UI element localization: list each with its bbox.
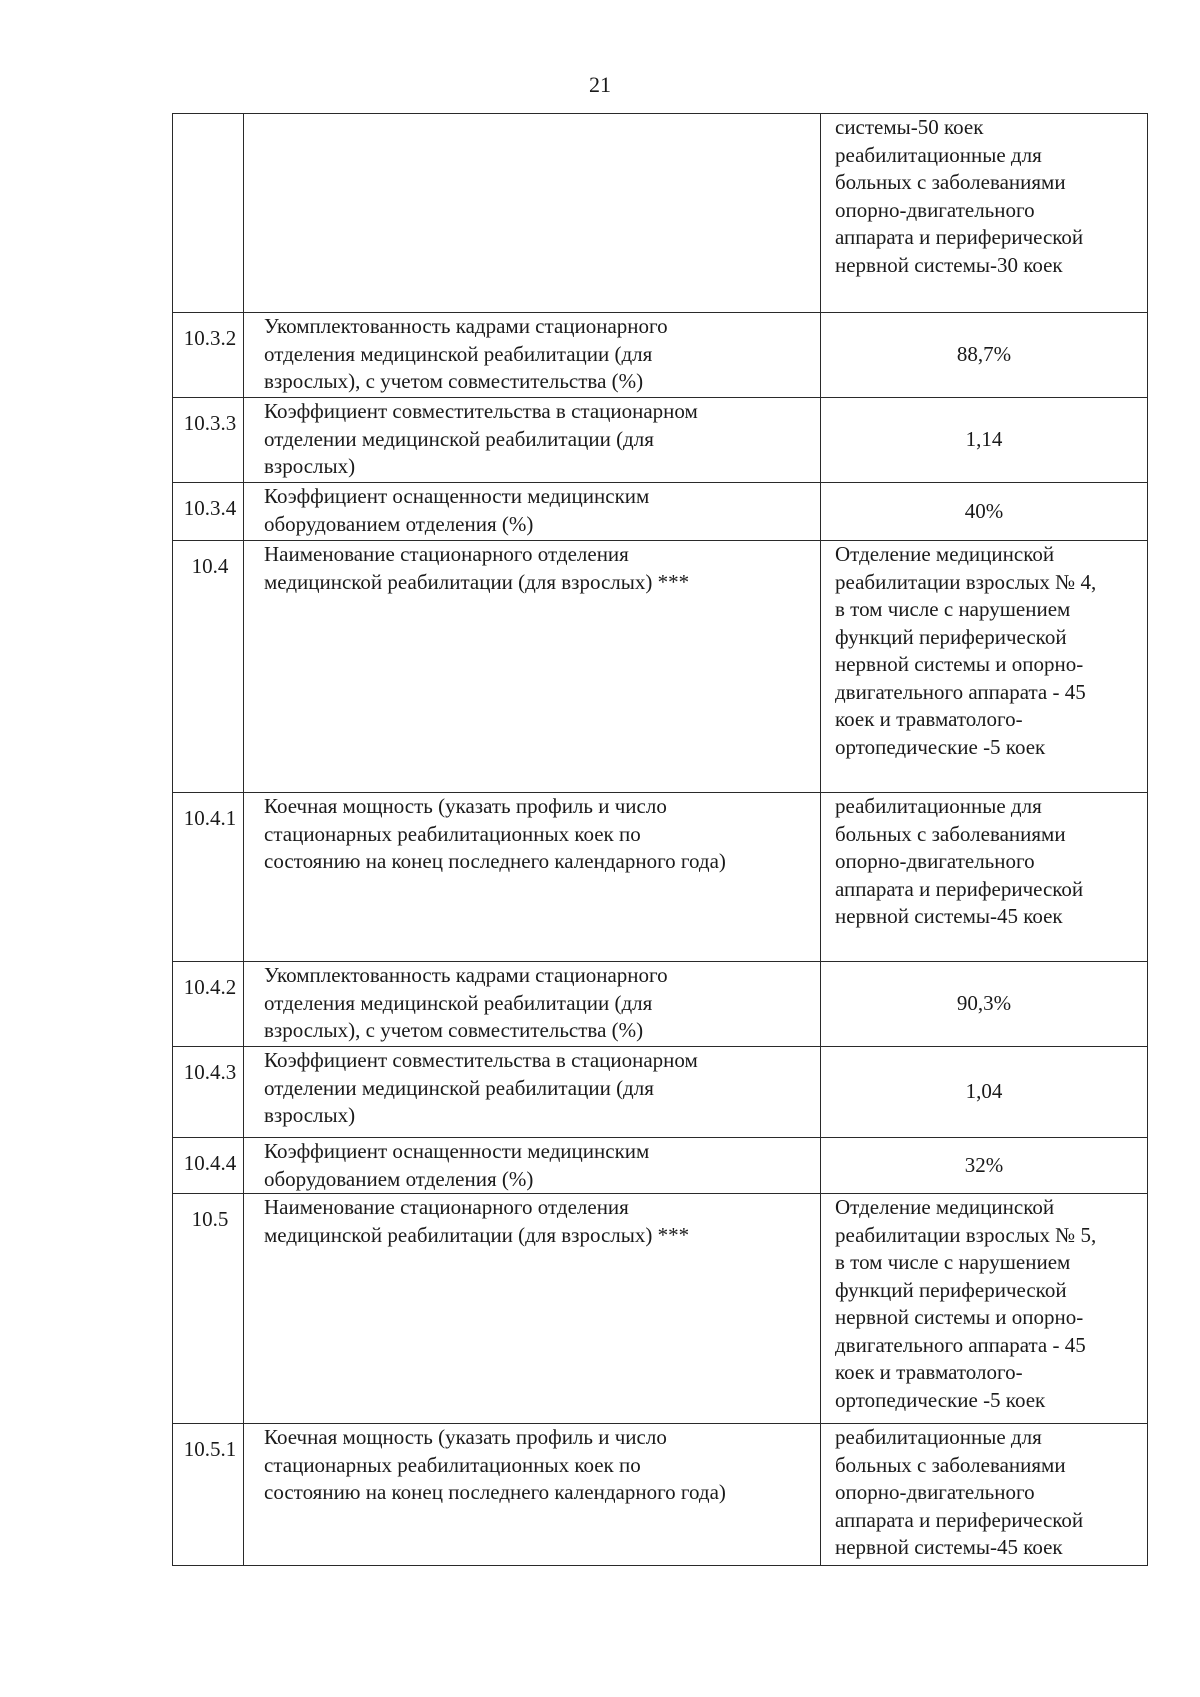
- value-line: опорно-двигательного: [835, 197, 1035, 222]
- row-description-cell: [244, 114, 821, 313]
- description-line: Коэффициент совместительства в стационарном: [264, 1048, 698, 1072]
- row-description-cell: [244, 313, 821, 398]
- row-number-cell: 10.3.4: [173, 483, 244, 541]
- description-line: состоянию на конец последнего календарного года): [264, 1480, 726, 1504]
- table-row: [173, 398, 1148, 483]
- description-line: Наименование стационарного отделения: [264, 542, 629, 566]
- value-line: в том числе с нарушением: [835, 1250, 1071, 1274]
- table-row: [173, 313, 1148, 398]
- description-line: Коэффициент оснащенности медицинским: [264, 1139, 650, 1163]
- description-line: взрослых), с учетом совместительства (%): [264, 369, 644, 393]
- row-value-cell: [821, 962, 1148, 1047]
- value-line: ортопедические -5 коек: [835, 1387, 1046, 1412]
- row-description-cell: [244, 793, 821, 962]
- row-value-cell: [821, 398, 1148, 483]
- value-line: больных с заболеваниями: [835, 170, 1066, 194]
- value-line: Отделение медицинской: [835, 1195, 1055, 1219]
- row-value-cell: [821, 793, 1148, 962]
- row-value-cell: [821, 313, 1148, 398]
- value-line: аппарата и периферической: [835, 1507, 1084, 1532]
- row-description-cell: [244, 483, 821, 541]
- table-row: [173, 1138, 1148, 1194]
- row-description-cell: [244, 1047, 821, 1138]
- row-number-cell: 10.4.2: [173, 962, 244, 1047]
- value-text: 1,04: [965, 1079, 1003, 1104]
- description-line: взрослых): [264, 454, 356, 478]
- row-description-cell: [244, 1138, 821, 1194]
- value-line: реабилитационные для: [835, 794, 1042, 818]
- table-row: [173, 1424, 1148, 1566]
- row-description-cell: [244, 1194, 821, 1424]
- table-row: [173, 483, 1148, 541]
- row-number-cell: 10.5.1: [173, 1424, 244, 1566]
- value-line: нервной системы-30 коек: [835, 252, 1063, 277]
- value-line: коек и травматолого-: [835, 1360, 1023, 1384]
- value-line: двигательного аппарата - 45: [835, 679, 1086, 704]
- table-row: [173, 962, 1148, 1047]
- description-line: отделении медицинской реабилитации (для: [264, 426, 654, 451]
- row-description-cell: [244, 541, 821, 793]
- row-value-cell: [821, 1138, 1148, 1194]
- indicator-table: [172, 113, 1148, 1566]
- description-line: взрослых), с учетом совместительства (%): [264, 1018, 644, 1042]
- row-value-cell: [821, 541, 1148, 793]
- row-number-cell: 10.3.2: [173, 313, 244, 398]
- description-line: Коэффициент оснащенности медицинским: [264, 484, 650, 508]
- value-line: системы-50 коек: [835, 115, 984, 139]
- value-line: коек и травматолого-: [835, 707, 1023, 731]
- value-text: 40%: [964, 498, 1004, 523]
- row-value-cell: [821, 114, 1148, 313]
- row-number-cell: 10.4: [173, 541, 244, 793]
- row-number-cell: 10.4.4: [173, 1138, 244, 1194]
- page-number: 21: [589, 72, 611, 97]
- value-line: нервной системы-45 коек: [835, 1535, 1063, 1559]
- description-line: Наименование стационарного отделения: [264, 1195, 629, 1219]
- value-line: двигательного аппарата - 45: [835, 1332, 1086, 1357]
- row-value-cell: [821, 1424, 1148, 1566]
- row-description-cell: [244, 1424, 821, 1566]
- row-description-cell: [244, 962, 821, 1047]
- description-line: отделения медицинской реабилитации (для: [264, 990, 653, 1015]
- description-line: отделения медицинской реабилитации (для: [264, 341, 653, 366]
- row-value-cell: [821, 1194, 1148, 1424]
- table-row: [173, 114, 1148, 313]
- value-line: аппарата и периферической: [835, 876, 1084, 901]
- value-text: 1,14: [965, 427, 1003, 452]
- description-line: оборудованием отделения (%): [264, 511, 534, 536]
- row-number-cell: 10.5: [173, 1194, 244, 1424]
- row-number-cell: 10.4.1: [173, 793, 244, 962]
- value-line: реабилитационные для: [835, 142, 1042, 167]
- value-line: опорно-двигательного: [835, 849, 1035, 873]
- description-line: медицинской реабилитации (для взрослых) ***: [264, 569, 690, 594]
- row-value-cell: [821, 1047, 1148, 1138]
- table-row: [173, 541, 1148, 793]
- description-line: оборудованием отделения (%): [264, 1166, 534, 1191]
- description-line: Укомплектованность кадрами стационарного: [264, 314, 668, 338]
- row-number-cell: 10.3.3: [173, 398, 244, 483]
- value-line: реабилитационные для: [835, 1425, 1042, 1449]
- description-line: состоянию на конец последнего календарного года): [264, 849, 726, 873]
- row-number-cell: 10.4.3: [173, 1047, 244, 1138]
- value-text: 88,7%: [956, 342, 1012, 367]
- row-value-cell: [821, 483, 1148, 541]
- value-line: больных с заболеваниями: [835, 821, 1066, 846]
- description-line: отделении медицинской реабилитации (для: [264, 1075, 654, 1100]
- description-line: Коэффициент совместительства в стационарном: [264, 399, 698, 423]
- value-line: функций периферической: [835, 1277, 1067, 1302]
- description-line: стационарных реабилитационных коек по: [264, 1452, 641, 1477]
- value-line: нервной системы-45 коек: [835, 904, 1063, 928]
- description-line: Коечная мощность (указать профиль и число: [264, 1425, 667, 1449]
- value-line: аппарата и периферической: [835, 225, 1084, 249]
- row-description-cell: [244, 398, 821, 483]
- description-line: стационарных реабилитационных коек по: [264, 821, 641, 846]
- value-line: реабилитации взрослых № 5,: [835, 1222, 1097, 1247]
- value-text: 32%: [964, 1152, 1004, 1177]
- row-number-cell: [173, 114, 244, 313]
- value-line: нервной системы и опорно-: [835, 1305, 1084, 1329]
- description-line: Укомплектованность кадрами стационарного: [264, 963, 668, 987]
- value-line: функций периферической: [835, 624, 1067, 649]
- description-line: Коечная мощность (указать профиль и число: [264, 794, 667, 818]
- value-line: опорно-двигательного: [835, 1480, 1035, 1504]
- value-line: Отделение медицинской: [835, 542, 1055, 566]
- table-row: [173, 793, 1148, 962]
- value-line: больных с заболеваниями: [835, 1452, 1066, 1477]
- description-line: медицинской реабилитации (для взрослых) ***: [264, 1222, 690, 1247]
- description-line: взрослых): [264, 1103, 356, 1127]
- value-text: 90,3%: [956, 991, 1012, 1016]
- value-line: ортопедические -5 коек: [835, 734, 1046, 759]
- table-row: [173, 1194, 1148, 1424]
- value-line: нервной системы и опорно-: [835, 652, 1084, 676]
- value-line: реабилитации взрослых № 4,: [835, 569, 1097, 594]
- value-line: в том числе с нарушением: [835, 597, 1071, 621]
- table-row: [173, 1047, 1148, 1138]
